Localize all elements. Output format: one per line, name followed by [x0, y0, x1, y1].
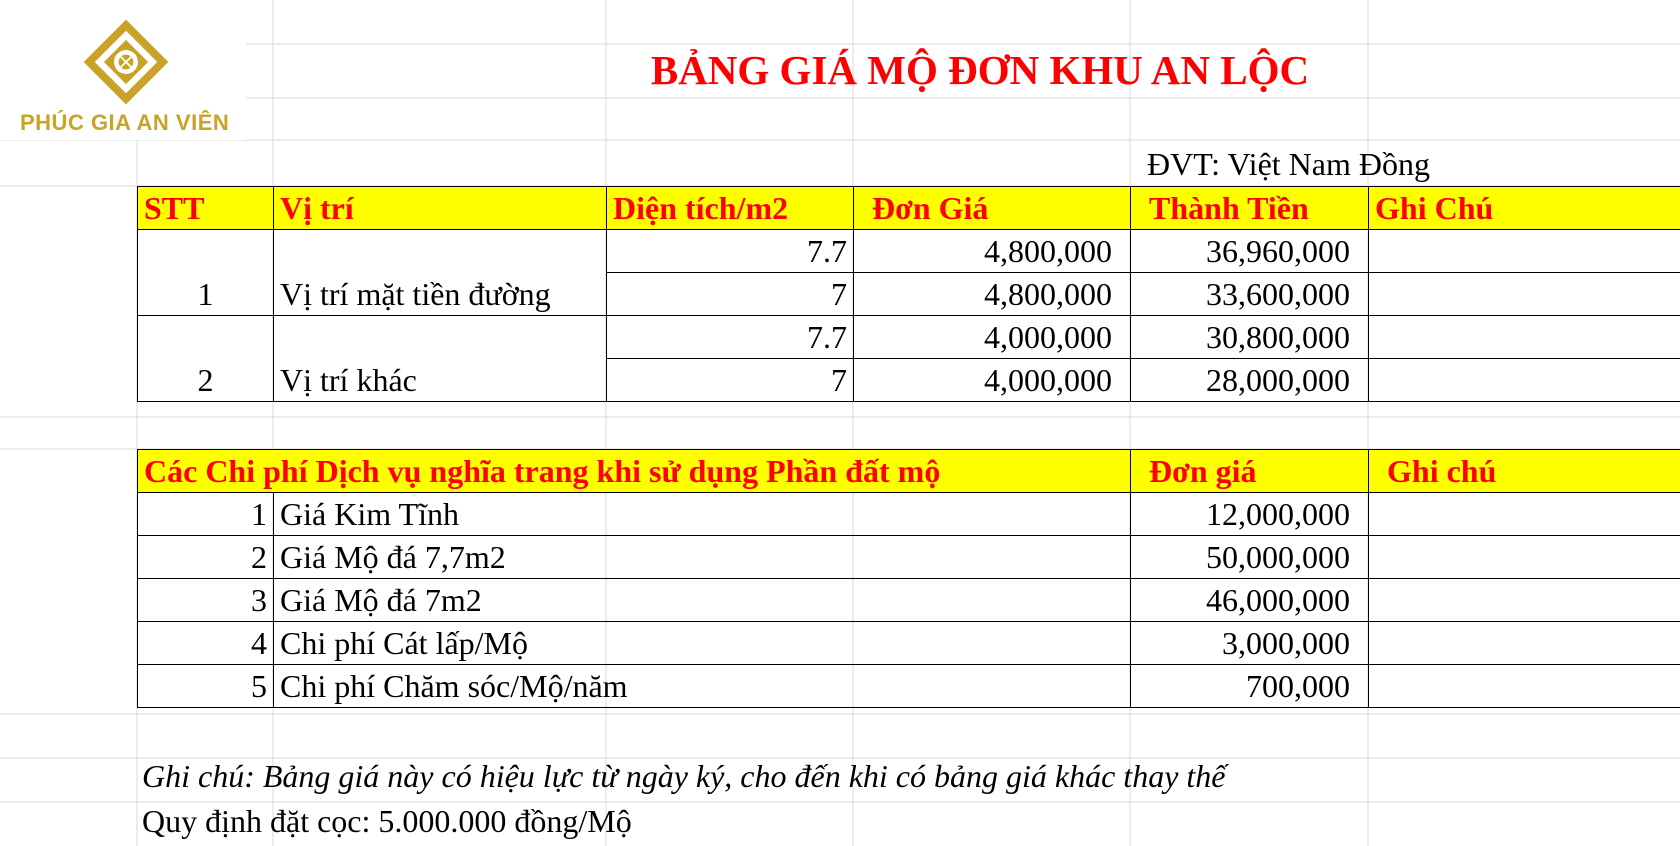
table-row — [138, 536, 1680, 579]
service-price-cell: 46,000,000 — [1131, 579, 1369, 622]
header-area: Diện tích/m2 — [607, 187, 854, 230]
deposit-note: Quy định đặt cọc: 5.000.000 đồng/Mộ — [142, 803, 632, 839]
service-no-cell: 2 — [138, 536, 274, 579]
header-service: Các Chi phí Dịch vụ nghĩa trang khi sử dụng Phần đất mộ — [138, 450, 1131, 493]
unit-price-cell: 4,000,000 — [854, 316, 1131, 359]
unit-price-cell: 4,800,000 — [854, 230, 1131, 273]
table-row — [138, 316, 1680, 359]
page-title: BẢNG GIÁ MỘ ĐƠN KHU AN LỘC — [650, 47, 1310, 93]
header-total: Thành Tiền — [1131, 187, 1369, 230]
service-name-cell: Giá Mộ đá 7,7m2 — [274, 536, 1131, 579]
table-row — [138, 493, 1680, 536]
stt-cell: 1 — [138, 230, 274, 316]
service-name-cell: Giá Mộ đá 7m2 — [274, 579, 1131, 622]
table-row — [138, 665, 1680, 708]
logo-emblem-icon — [80, 16, 172, 108]
note-cell — [1369, 316, 1680, 359]
unit-price-cell: 4,800,000 — [854, 273, 1131, 316]
total-cell: 33,600,000 — [1131, 273, 1369, 316]
header-service-note: Ghi chú — [1369, 450, 1680, 493]
service-note-cell — [1369, 579, 1680, 622]
table-row — [138, 622, 1680, 665]
table-row — [138, 579, 1680, 622]
note-cell — [1369, 359, 1680, 402]
location-cell: Vị trí khác — [274, 316, 607, 402]
unit-price-cell: 4,000,000 — [854, 359, 1131, 402]
location-cell: Vị trí mặt tiền đường — [274, 230, 607, 316]
stt-cell: 2 — [138, 316, 274, 402]
service-name-cell: Chi phí Cát lấp/Mộ — [274, 622, 1131, 665]
company-logo — [0, 0, 246, 140]
note-cell — [1369, 273, 1680, 316]
header-service-price: Đơn giá — [1131, 450, 1369, 493]
header-stt: STT — [138, 187, 274, 230]
area-cell: 7 — [607, 359, 854, 402]
service-note-cell — [1369, 493, 1680, 536]
header-unit-price: Đơn Giá — [854, 187, 1131, 230]
area-cell: 7 — [607, 273, 854, 316]
total-cell: 36,960,000 — [1131, 230, 1369, 273]
header-note: Ghi Chú — [1369, 187, 1680, 230]
price-table — [137, 186, 1680, 402]
service-no-cell: 3 — [138, 579, 274, 622]
service-table — [137, 449, 1680, 708]
header-location: Vị trí — [274, 187, 607, 230]
service-no-cell: 1 — [138, 493, 274, 536]
price-table-header — [138, 187, 1680, 230]
service-price-cell: 50,000,000 — [1131, 536, 1369, 579]
currency-unit: ĐVT: Việt Nam Đồng — [1147, 146, 1430, 182]
service-note-cell — [1369, 622, 1680, 665]
total-cell: 28,000,000 — [1131, 359, 1369, 402]
service-note-cell — [1369, 536, 1680, 579]
service-price-cell: 3,000,000 — [1131, 622, 1369, 665]
service-name-cell: Giá Kim Tĩnh — [274, 493, 1131, 536]
service-note-cell — [1369, 665, 1680, 708]
service-price-cell: 700,000 — [1131, 665, 1369, 708]
table-row — [138, 230, 1680, 273]
service-price-cell: 12,000,000 — [1131, 493, 1369, 536]
area-cell: 7.7 — [607, 316, 854, 359]
service-name-cell: Chi phí Chăm sóc/Mộ/năm — [274, 665, 1131, 708]
logo-text: PHÚC GIA AN VIÊN — [20, 110, 230, 135]
total-cell: 30,800,000 — [1131, 316, 1369, 359]
service-no-cell: 4 — [138, 622, 274, 665]
validity-note: Ghi chú: Bảng giá này có hiệu lực từ ngày ký, cho đến khi có bảng giá khác thay thế — [142, 758, 1226, 794]
note-cell — [1369, 230, 1680, 273]
service-no-cell: 5 — [138, 665, 274, 708]
service-table-header — [138, 450, 1680, 493]
area-cell: 7.7 — [607, 230, 854, 273]
